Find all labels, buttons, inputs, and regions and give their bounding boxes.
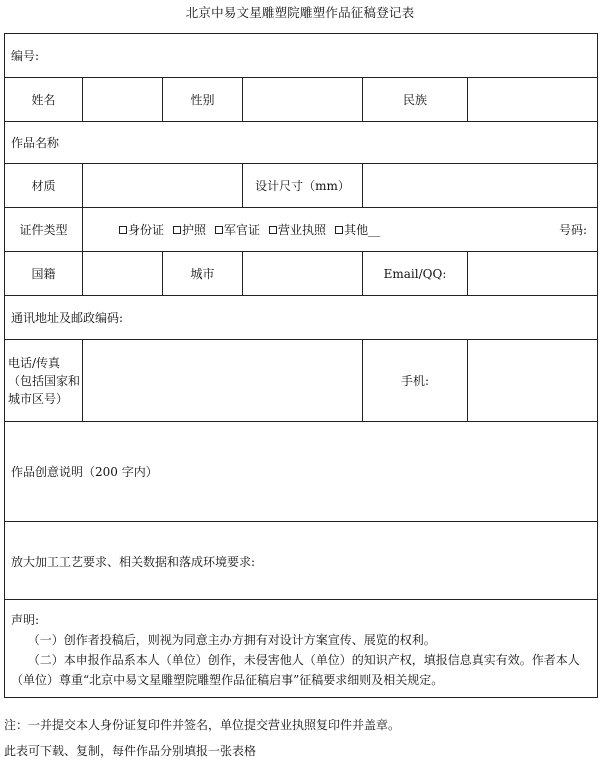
declaration-heading: 声明:	[11, 612, 40, 627]
phone-label: 电话/传真（包括国家和城市区号）	[5, 340, 83, 422]
id-option-other[interactable]: 其他__	[335, 221, 380, 239]
work-name-field[interactable]: 作品名称	[5, 122, 598, 164]
id-type-label: 证件类型	[5, 208, 83, 252]
checkbox-icon[interactable]	[173, 226, 181, 234]
row-requirements	[5, 522, 598, 600]
ethnicity-input-cell[interactable]	[468, 78, 598, 122]
serial-field[interactable]: 编号:	[5, 34, 598, 78]
gender-input-cell[interactable]	[243, 78, 363, 122]
declaration-cell	[5, 600, 598, 698]
email-qq-input-cell[interactable]	[468, 252, 598, 296]
mobile-label: 手机:	[363, 340, 468, 422]
row-declaration	[5, 600, 598, 698]
id-type-options-cell	[83, 208, 598, 252]
name-label: 姓名	[5, 78, 83, 122]
mobile-input-cell[interactable]	[468, 340, 598, 422]
phone-input-cell[interactable]	[83, 340, 363, 422]
requirements-label: 放大加工工艺要求、相关数据和落成环境要求:	[11, 554, 256, 569]
checkbox-icon[interactable]	[215, 226, 223, 234]
registration-form-table	[4, 33, 598, 698]
email-qq-label: Email/QQ:	[363, 252, 468, 296]
nationality-input-cell[interactable]	[83, 252, 163, 296]
design-size-input-cell[interactable]	[363, 164, 598, 208]
id-number-label: 号码:	[559, 222, 588, 237]
id-option-passport[interactable]: 护照	[173, 221, 206, 239]
row-material	[5, 164, 598, 208]
city-label: 城市	[163, 252, 243, 296]
row-phone	[5, 340, 598, 422]
material-label: 材质	[5, 164, 83, 208]
ethnicity-label: 民族	[363, 78, 468, 122]
row-personal	[5, 78, 598, 122]
concept-field[interactable]: 作品创意说明（200 字内）	[5, 422, 598, 522]
form-title: 北京中易文星雕塑院雕塑作品征稿登记表	[185, 5, 415, 20]
footnote-2: 此表可下载、复制，每件作品分别填报一张表格	[4, 744, 257, 758]
declaration-line-2: （二）本申报作品系本人（单位）创作，未侵害他人（单位）的知识产权，填报信息真实有效。作者本人（单位）尊重“北京中易文星雕塑院雕塑作品征稿启事”征稿要求细则及相关规定。	[11, 652, 580, 687]
row-concept	[5, 422, 598, 522]
id-option-officer[interactable]: 军官证	[215, 221, 260, 239]
address-field[interactable]: 通讯地址及邮政编码:	[5, 296, 598, 340]
row-id-type	[5, 208, 598, 252]
material-input-cell[interactable]	[83, 164, 243, 208]
requirements-field[interactable]	[5, 522, 598, 600]
row-serial	[5, 34, 598, 78]
row-nationality	[5, 252, 598, 296]
name-input-cell[interactable]	[83, 78, 163, 122]
row-work-name	[5, 122, 598, 164]
nationality-label: 国籍	[5, 252, 83, 296]
city-input-cell[interactable]	[243, 252, 363, 296]
declaration-line-1: （一）创作者投稿后，则视为同意主办方拥有对设计方案宣传、展览的权利。	[27, 632, 436, 647]
id-option-business-license[interactable]: 营业执照	[269, 221, 326, 239]
checkbox-icon[interactable]	[335, 226, 343, 234]
footnote-1: 注：一并提交本人身份证复印件并签名，单位提交营业执照复印件并盖章。	[4, 718, 401, 732]
gender-label: 性别	[163, 78, 243, 122]
id-option-idcard[interactable]: 身份证	[119, 221, 164, 239]
checkbox-icon[interactable]	[269, 226, 277, 234]
design-size-label: 设计尺寸（mm）	[243, 164, 363, 208]
row-address	[5, 296, 598, 340]
checkbox-icon[interactable]	[119, 226, 127, 234]
